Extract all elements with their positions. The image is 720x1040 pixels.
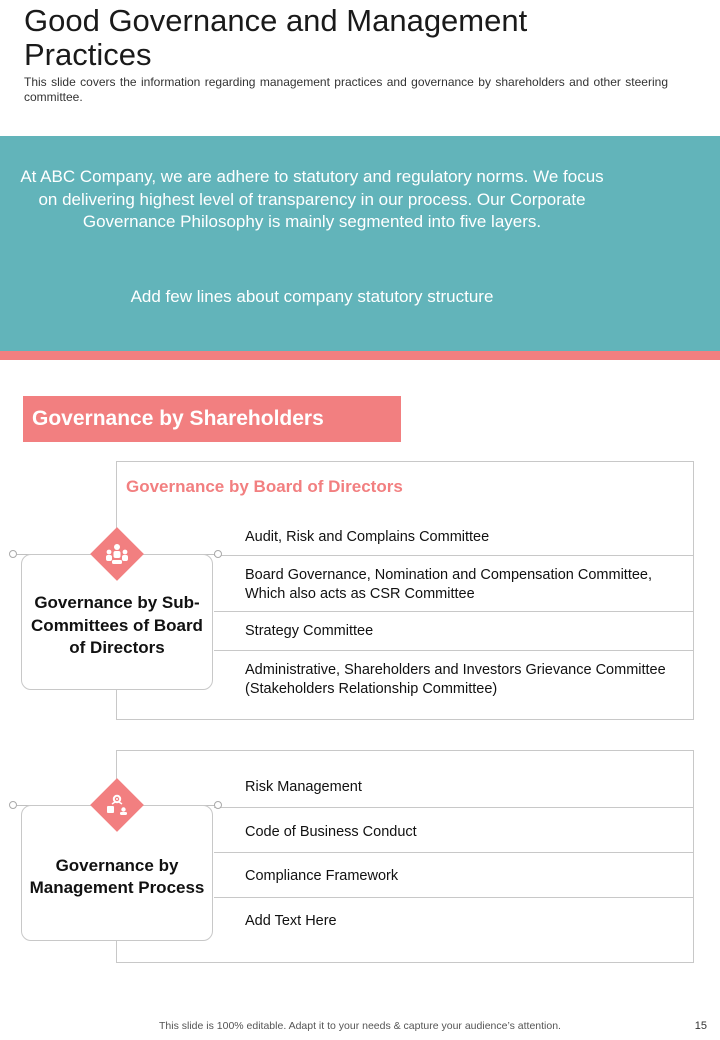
list-item: Risk Management bbox=[245, 779, 362, 795]
list-item: Add Text Here bbox=[245, 913, 337, 929]
section-header: Governance by Shareholders bbox=[23, 396, 401, 442]
card-label: Governance by Sub- Committees of Board of Directors bbox=[31, 593, 203, 658]
list-item: Administrative, Shareholders and Investors Grievance Committee (Stakeholders Relationship Committee) bbox=[245, 662, 666, 697]
list-item: Strategy Committee bbox=[245, 623, 374, 639]
list-item: Compliance Framework bbox=[245, 868, 399, 884]
banner-accent-strip bbox=[0, 351, 720, 360]
divider bbox=[214, 807, 694, 808]
divider bbox=[214, 897, 694, 898]
page-number: 15 bbox=[694, 1020, 707, 1032]
banner-paragraph: At ABC Company, we are adhere to statutory and regulatory norms. We focus on delivering highest level of transparency in our process. Our Corporate Governance Philosophy is mainly segmented into five layers. bbox=[20, 167, 604, 231]
banner-note: Add few lines about company statutory structure bbox=[130, 287, 494, 306]
page-subtitle: This slide covers the information regarding management practices and governance by shareholders and other steering committee. bbox=[24, 75, 668, 104]
connector-dot bbox=[9, 550, 17, 558]
divider bbox=[214, 852, 694, 853]
process-gears-icon bbox=[90, 778, 144, 832]
page-title: Good Governance and Management Practices bbox=[24, 3, 528, 72]
connector-dot bbox=[9, 801, 17, 809]
list-item: Audit, Risk and Complains Committee bbox=[245, 529, 490, 545]
footer-note: This slide is 100% editable. Adapt it to your needs & capture your audience’s attention. bbox=[159, 1020, 561, 1032]
list-item: Code of Business Conduct bbox=[245, 824, 417, 840]
connector-dot bbox=[214, 550, 222, 558]
card-label: Governance by Management Process bbox=[29, 855, 205, 897]
divider bbox=[214, 555, 694, 556]
connector-dot bbox=[214, 801, 222, 809]
list-item: Board Governance, Nomination and Compensation Committee, Which also acts as CSR Committee bbox=[245, 567, 653, 602]
people-group-icon bbox=[90, 527, 144, 581]
divider bbox=[214, 650, 694, 651]
board-panel-heading: Governance by Board of Directors bbox=[126, 477, 403, 496]
divider bbox=[214, 611, 694, 612]
